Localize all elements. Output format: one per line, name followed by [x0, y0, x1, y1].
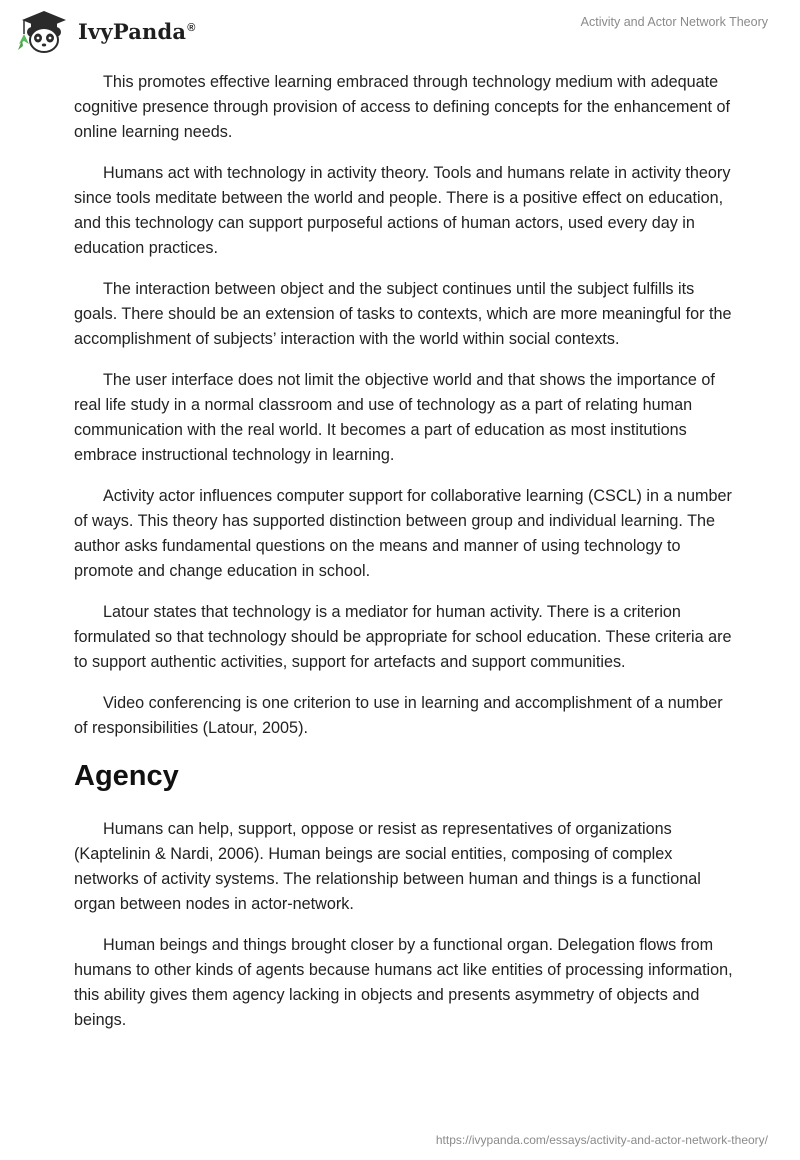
page-header: [0, 0, 800, 60]
document-title: Activity and Actor Network Theory: [580, 15, 768, 29]
brand-logo[interactable]: [14, 8, 196, 54]
panda-graduate-icon: [14, 8, 72, 54]
paragraph: Video conferencing is one criterion to use in learning and accomplishment of a number of responsibilities (Latour, 2005).: [74, 694, 723, 737]
paragraph: This promotes effective learning embraced through technology medium with adequate cognitive presence through provision of access to defining concepts for the enhancement of online learning needs.: [74, 73, 730, 141]
brand-name: IvyPanda®: [78, 18, 196, 44]
footer-source-url[interactable]: https://ivypanda.com/essays/activity-and-actor-network-theory/: [435, 1133, 768, 1147]
paragraph: The user interface does not limit the objective world and that shows the importance of real life study in a normal classroom and use of technology as a part of relating human communication with the real world. It becomes a part of education as most institutions embrace instructional technology in learning.: [74, 371, 715, 464]
paragraph: Humans can help, support, oppose or resist as representatives of organizations (Kaptelinin & Nardi, 2006). Human beings are social entities, composing of complex networks of activity systems. The relationship between human and things is a functional organ between nodes in actor-network.: [74, 820, 701, 913]
essay-body: [74, 70, 734, 1049]
paragraph: Activity actor influences computer support for collaborative learning (CSCL) in a number of ways. This theory has supported distinction between group and individual learning. The author asks fundamental questions on the means and manner of using technology to promote and change education in school.: [74, 487, 732, 580]
paragraph: The interaction between object and the subject continues until the subject fulfills its goals. There should be an extension of tasks to contexts, which are more meaningful for the accomplishment of subjects’ interaction with the world within social contexts.: [74, 280, 732, 348]
registered-mark: ®: [187, 21, 196, 34]
paragraph: Humans act with technology in activity theory. Tools and humans relate in activity theory since tools meditate between the world and people. There is a positive effect on education, and this technology can support purposeful actions of human actors, used every day in education practices.: [74, 164, 731, 257]
section-heading-agency: Agency: [74, 760, 179, 792]
paragraph: Latour states that technology is a mediator for human activity. There is a criterion formulated so that technology should be appropriate for school education. These criteria are to support authentic activities, support for artefacts and support communities.: [74, 603, 732, 671]
paragraph: Human beings and things brought closer by a functional organ. Delegation flows from humans to other kinds of agents because humans act like entities of processing information, this ability gives them agency lacking in objects and presents asymmetry of objects and beings.: [74, 936, 733, 1029]
